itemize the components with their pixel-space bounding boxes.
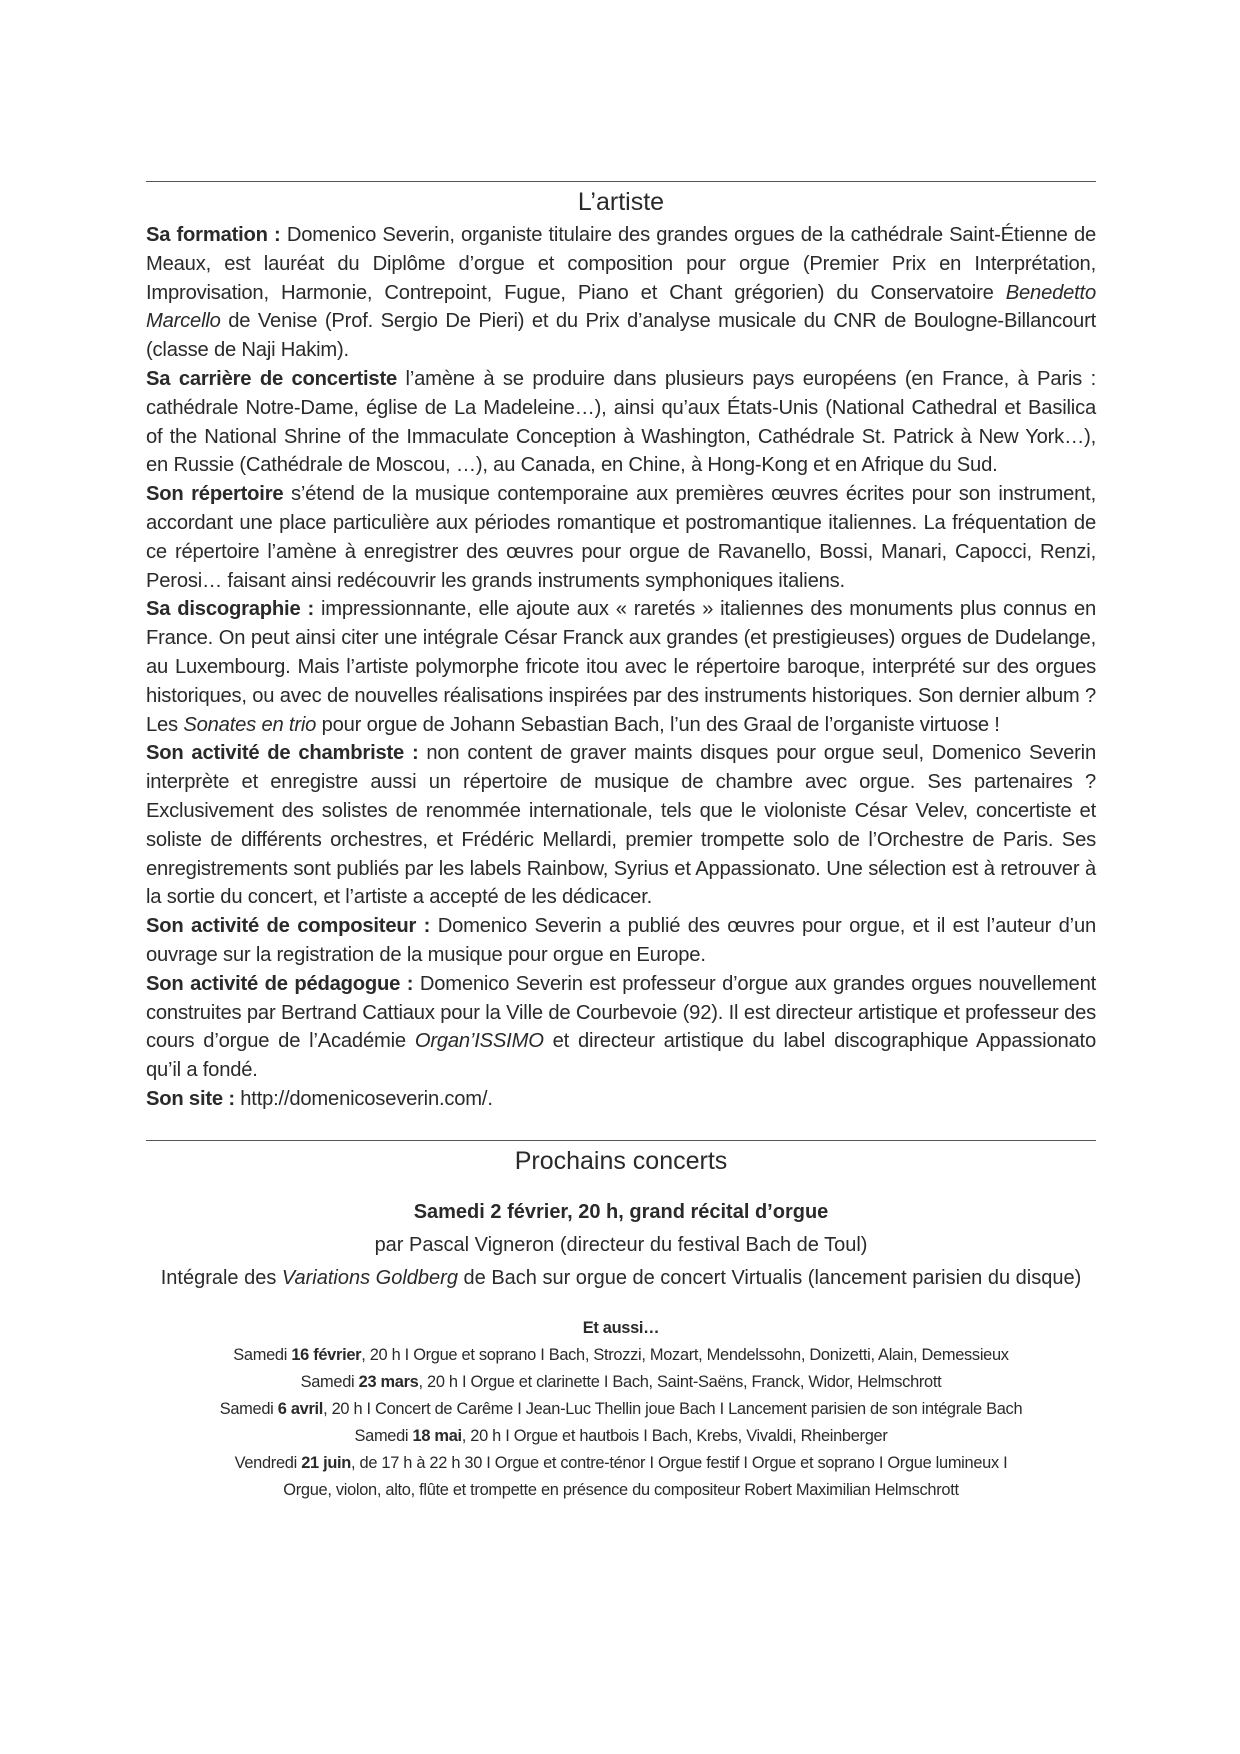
bio-text: pour orgue de Johann Sebastian Bach, l’un des Graal de l’organiste virtuose ! [316,713,1000,736]
main-concert-performer: par Pascal Vigneron (directeur du festival Bach de Toul) [374,1233,868,1256]
bio-text: Domenico Severin est professeur d’orgue aux grandes orgues nouvellement construites par Bertrand Cattiaux pour la Ville de Courbevoie (92). Il est directeur artistique et professeur des cours d’orgue de l’Académie [146,972,1097,1053]
main-concert-program [146,1262,1096,1295]
bio-paragraph-career [146,365,1096,480]
bio-text: Domenico Severin a publié des œuvres pour orgue, et il est l’auteur d’un ouvrage sur la registration de la musique pour orgue en Europe. [146,915,1097,966]
other-concerts-title: Et aussi… [582,1318,660,1337]
bio-paragraph-website [146,1085,1096,1114]
concert-details: , 20 h I Orgue et hautbois I Bach, Krebs, Vivaldi, Rheinberger [461,1426,888,1445]
main-concert [146,1196,1096,1295]
bio-label: Son site : [146,1087,235,1110]
concert-details: , 20 h I Concert de Carême I Jean-Luc Thellin joue Bach I Lancement parisien de son intégrale Bach [323,1399,1023,1418]
main-concert-headline: Samedi 2 février, 20 h, grand récital d’orgue [413,1200,829,1223]
bio-label: Sa carrière de concertiste [146,367,398,390]
artist-biography [146,221,1096,1114]
document-page [146,0,1096,1504]
section-divider [146,181,1096,182]
bio-paragraph-discography [146,595,1096,739]
concert-list-item [146,1369,1096,1396]
bio-text: l’amène à se produire dans plusieurs pays européens (en France, à Paris : cathédrale Notre-Dame, église de La Madeleine…), ainsi qu’aux États-Unis (National Cathedral et Basilica of the National Shrine of the Immaculate Conception à Washington, Cathédrale St. Patrick à New York…), en Russie (Cathédrale de Moscou, …), au Canada, en Chine, à Hong-Kong et en Afrique du Sud. [146,367,1096,477]
concert-list-item-continued: Orgue, violon, alto, flûte et trompette en présence du compositeur Robert Maximilian Helmschrott [283,1480,959,1499]
section-divider [146,1140,1096,1141]
concert-details: , 20 h I Orgue et clarinette I Bach, Saint-Saëns, Franck, Widor, Helmschrott [418,1372,942,1391]
bio-text: non content de graver maints disques pour orgue seul, Domenico Severin interprète et enregistre aussi un répertoire de musique de chambre avec orgue. Ses partenaires ? Exclusivement des solistes de renommée internationale, tels que le violoniste César Velev, concertiste et soliste de différents orchestres, et Frédéric Mellardi, premier trompette solo de l’Orchestre de Paris. Ses enregistrements sont publiés par les labels Rainbow, Syrius et Appassionato. Une sélection est à retrouver à la sortie du concert, et l’artiste a accepté de les dédicacer. [146,742,1096,909]
program-work-title: Variations Goldberg [281,1266,458,1289]
concert-date: 23 mars [358,1372,419,1391]
bio-text: de Venise (Prof. Sergio De Pieri) et du Prix d’analyse musicale du CNR de Boulogne-Billancourt (classe de Naji Hakim). [146,310,1096,362]
bio-text: et directeur artistique du label discographique Appassionato qu’il a fondé. [146,1030,1096,1082]
concert-date: 21 juin [301,1453,352,1472]
bio-paragraph-composer [146,912,1096,970]
academy-name: Organ’ISSIMO [414,1030,544,1053]
concert-day: Samedi [300,1372,359,1391]
bio-label: Son activité de chambriste : [146,742,419,765]
concerts-section-title: Prochains concerts [514,1146,728,1175]
concert-details: , 20 h I Orgue et soprano I Bach, Strozzi, Mozart, Mendelssohn, Donizetti, Alain, Demessieux [361,1345,1009,1364]
concert-date: 18 mai [412,1426,462,1445]
bio-label: Sa formation : [146,224,281,246]
concert-list-item [146,1423,1096,1450]
concert-day: Vendredi [234,1453,302,1472]
website-url: http://domenicoseverin.com/. [234,1087,493,1110]
bio-label: Son activité de compositeur : [146,915,431,938]
concert-date: 6 avril [277,1399,324,1418]
bio-text: impressionnante, elle ajoute aux « raretés » italiennes des monuments plus connus en France. On peut ainsi citer une intégrale César Franck aux grandes (et prestigieuses) orgues de Dudelange, au Luxembourg. Mais l’artiste polymorphe fricote itou avec le répertoire baroque, interprété sur des orgues historiques, ou avec de nouvelles réalisations inspirées par des instruments historiques. Son dernier album ? Les [146,598,1096,736]
program-text: Intégrale des [160,1266,282,1289]
concert-date: 16 février [291,1345,362,1364]
program-text: de Bach sur orgue de concert Virtualis (lancement parisien du disque) [457,1266,1082,1289]
bio-label: Sa discographie : [146,598,314,621]
conservatory-name: Benedetto Marcello [146,281,1096,333]
concert-list-item [146,1450,1096,1477]
bio-paragraph-training [146,221,1096,365]
bio-paragraph-teaching [146,970,1096,1085]
concert-list-item [146,1342,1096,1369]
album-title: Sonates en trio [183,713,317,736]
concert-day: Samedi [354,1426,413,1445]
bio-label: Son répertoire [146,483,284,506]
bio-paragraph-chamber [146,739,1096,912]
concert-details: , de 17 h à 22 h 30 I Orgue et contre-ténor I Orgue festif I Orgue et soprano I Orgue lumineux I [351,1453,1008,1472]
concert-day: Samedi [233,1345,292,1364]
concert-day: Samedi [219,1399,278,1418]
bio-text: s’étend de la musique contemporaine aux premières œuvres écrites pour son instrument, accordant une place particulière aux périodes romantique et postromantique italiennes. La fréquentation de ce répertoire l’amène à enregistrer des œuvres pour orgue de Ravanello, Bossi, Manari, Capocci, Renzi, Perosi… faisant ainsi redécouvrir les grands instruments symphoniques italiens. [146,483,1096,592]
bio-text: Domenico Severin, organiste titulaire des grandes orgues de la cathédrale Saint-Étienne de Meaux, est lauréat du Diplôme d’orgue et composition pour orgue (Premier Prix en Interprétation, Improvisation, Harmonie, Contrepoint, Fugue, Piano et Chant grégorien) du Conservatoire [146,224,1096,304]
other-concerts [146,1315,1096,1504]
bio-paragraph-repertoire [146,480,1096,595]
concert-list-item [146,1396,1096,1423]
bio-label: Son activité de pédagogue : [146,972,414,995]
artist-section-title: L’artiste [577,188,665,216]
